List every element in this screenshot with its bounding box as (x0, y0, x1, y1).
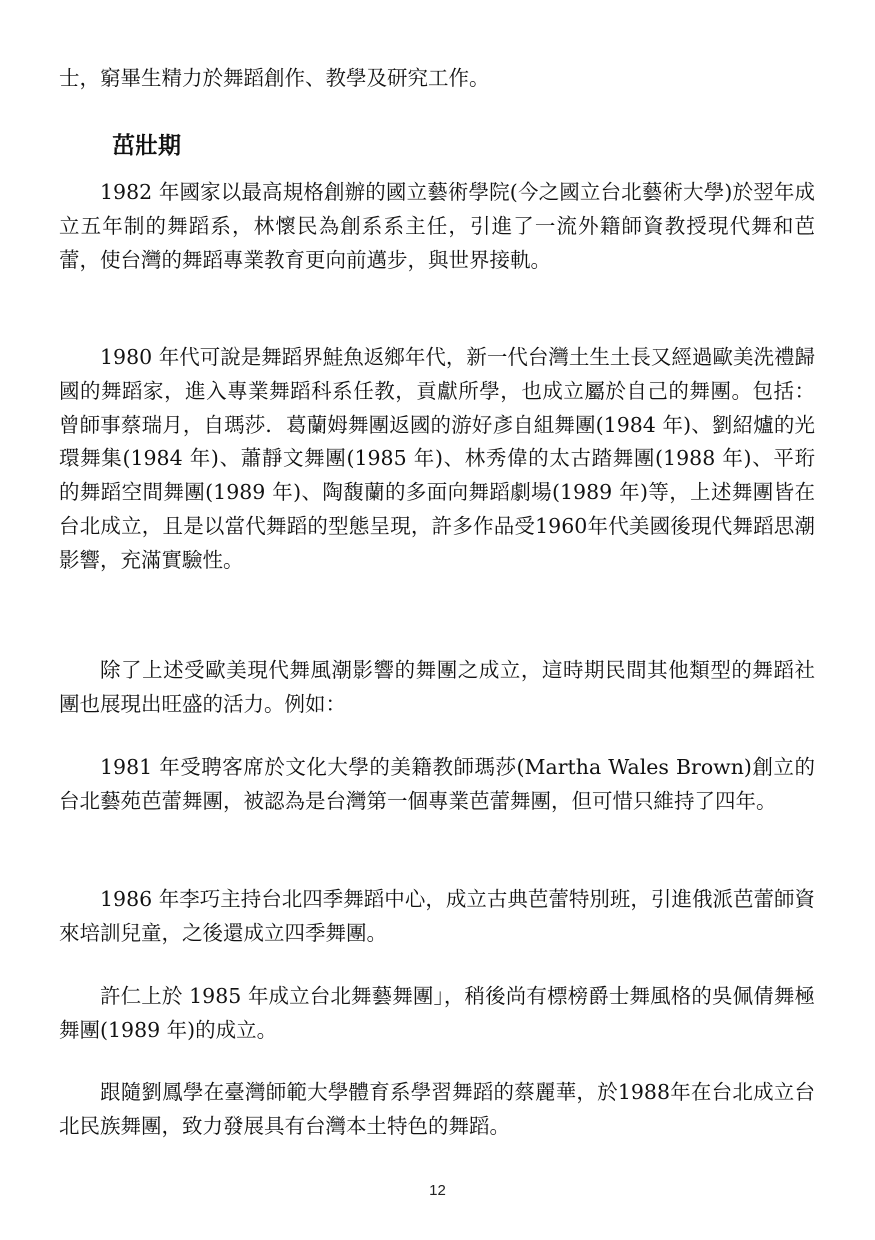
paragraph-1980s-returnees: 1980 年代可說是舞蹈界鮭魚返鄉年代，新一代台灣土生土長又經過歐美洗禮歸國的舞蹈家，進入專業舞蹈科系任教，貢獻所學，也成立屬於自己的舞團。包括：曾師事蔡瑞月，自瑪莎．葛蘭姆舞團返國的游好彥自組舞團(1984 年)、劉紹爐的光環舞集(1984 年)、蕭靜文舞團(1985 年)、林秀偉的太古踏舞團(1988 年)、平珩的舞蹈空間舞團(1989 年)、陶馥蘭的多面向舞蹈劇場(1989 年)等，上述舞團皆在台北成立，且是以當代舞蹈的型態呈現，許多作品受1960年代美國後現代舞蹈思潮影響，充滿實驗性。 (59, 345, 815, 572)
paragraph-other-troupes: 除了上述受歐美現代舞風潮影響的舞團之成立，這時期民間其他類型的舞蹈社團也展現出旺盛的活力。例如： (59, 658, 815, 716)
paragraph-taipei-folk-dance: 跟隨劉鳳學在臺灣師範大學體育系學習舞蹈的蔡麗華，於1988年在台北成立台北民族舞團，致力發展具有台灣本土特色的舞蹈。 (59, 1080, 815, 1138)
paragraph-four-seasons: 1986 年李巧主持台北四季舞蹈中心，成立古典芭蕾特別班，引進俄派芭蕾師資來培訓兒童，之後還成立四季舞團。 (59, 887, 815, 945)
paragraph-taipei-ballet: 1981 年受聘客席於文化大學的美籍教師瑪莎(Martha Wales Brown)創立的台北藝苑芭蕾舞團，被認為是台灣第一個專業芭蕾舞團，但可惜只維持了四年。 (59, 755, 815, 813)
section-heading: 茁壯期 (112, 133, 181, 159)
continuation-paragraph: 士，窮畢生精力於舞蹈創作、教學及研究工作。 (59, 66, 490, 90)
paragraph-founding-nia: 1982 年國家以最高規格創辦的國立藝術學院(今之國立台北藝術大學)於翌年成立五年制的舞蹈系，林懷民為創系系主任，引進了一流外籍師資教授現代舞和芭蕾，使台灣的舞蹈專業教育更向前邁步，與世界接軌。 (59, 180, 815, 272)
paragraph-taipei-dance-art: 許仁上於 1985 年成立台北舞藝舞團」，稍後尚有標榜爵士舞風格的吳佩倩舞極舞團(1989 年)的成立。 (59, 984, 815, 1042)
page-number: 12 (429, 1182, 446, 1199)
